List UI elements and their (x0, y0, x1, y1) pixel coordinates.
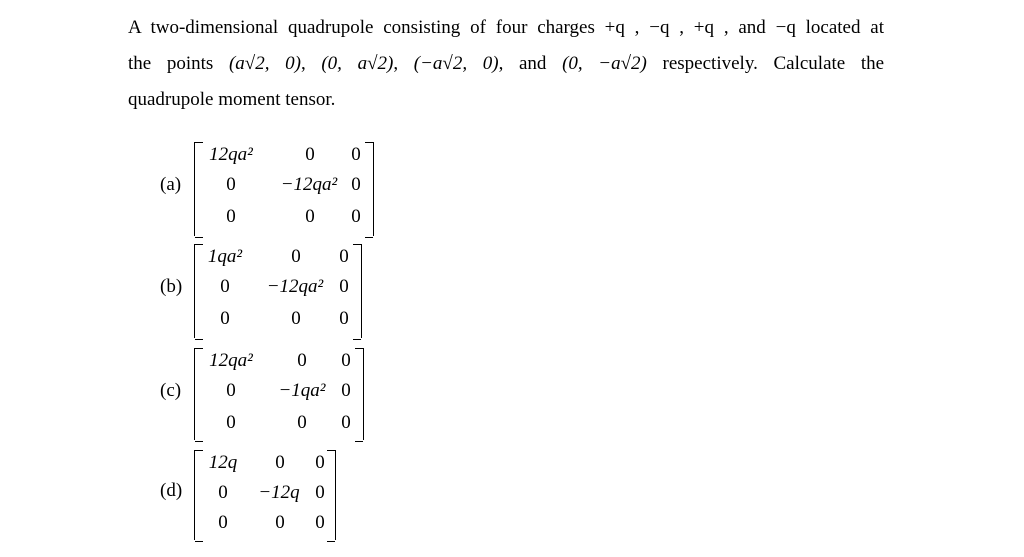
question-line-2: the points (a√2, 0), (0, a√2), (−a√2, 0), and (0, −a√2) respectively. Calculate the (128, 53, 885, 74)
matrix-cell: 0 (339, 308, 349, 329)
matrix-cell: 0 (341, 350, 351, 371)
point-3: (−a√2, 0) (413, 53, 499, 74)
matrix-cell: 0 (226, 380, 236, 401)
matrix-cell: −1qa² (278, 380, 326, 401)
option-label: (d) (160, 480, 183, 501)
matrix-cell: 0 (339, 246, 349, 267)
points-and: and (518, 53, 547, 74)
matrix-cell: 0 (315, 452, 325, 473)
option-matrix (194, 348, 364, 440)
matrix-cell: 0 (351, 206, 361, 227)
matrix-cell: 0 (220, 308, 230, 329)
matrix-cell: 0 (315, 482, 325, 503)
matrix-cell: 0 (291, 246, 301, 267)
matrix-cell: 0 (339, 276, 349, 297)
points-suffix: respectively. Calculate the (662, 53, 885, 74)
matrix-cell: 0 (305, 144, 315, 165)
matrix-cell: 0 (351, 174, 361, 195)
matrix-cell: 0 (226, 412, 236, 433)
option-label: (a) (160, 174, 182, 195)
matrix-cell: 0 (315, 512, 325, 533)
matrix-cell: −12qa² (266, 276, 324, 297)
matrix-cell: 0 (351, 144, 361, 165)
points-prefix: the points (128, 53, 214, 74)
matrix-cell: −12q (258, 482, 300, 503)
matrix-cell: 0 (341, 380, 351, 401)
question-text (128, 10, 884, 118)
point-2: (0, a√2) (321, 53, 394, 74)
matrix-cell: 0 (275, 512, 285, 533)
matrix-cell: 0 (218, 512, 228, 533)
matrix-cell: 0 (305, 206, 315, 227)
matrix-cell: 0 (275, 452, 285, 473)
matrix-cell: 12qa² (209, 144, 253, 165)
option-matrix (194, 450, 336, 540)
matrix-cell: −12qa² (280, 174, 338, 195)
matrix-cell: 12qa² (209, 350, 253, 371)
question-line-3: quadrupole moment tensor. (128, 89, 336, 110)
matrix-cell: 12q (208, 452, 238, 473)
matrix-cell: 0 (218, 482, 228, 503)
matrix-cell: 0 (226, 174, 236, 195)
matrix-cell: 0 (297, 412, 307, 433)
matrix-cell: 0 (220, 276, 230, 297)
question-line-1: A two-dimensional quadrupole consisting of four charges +q , −q , +q , and −q located at (128, 17, 884, 38)
matrix-cell: 0 (341, 412, 351, 433)
matrix-cell: 0 (226, 206, 236, 227)
option-label: (c) (160, 380, 182, 401)
matrix-cell: 1qa² (207, 246, 243, 267)
option-label: (b) (160, 276, 183, 297)
matrix-cell: 0 (297, 350, 307, 371)
point-1: (a√2, 0) (228, 53, 301, 74)
option-matrix (194, 142, 374, 236)
point-4: (0, −a√2) (562, 53, 647, 74)
option-matrix (194, 244, 362, 338)
matrix-cell: 0 (291, 308, 301, 329)
